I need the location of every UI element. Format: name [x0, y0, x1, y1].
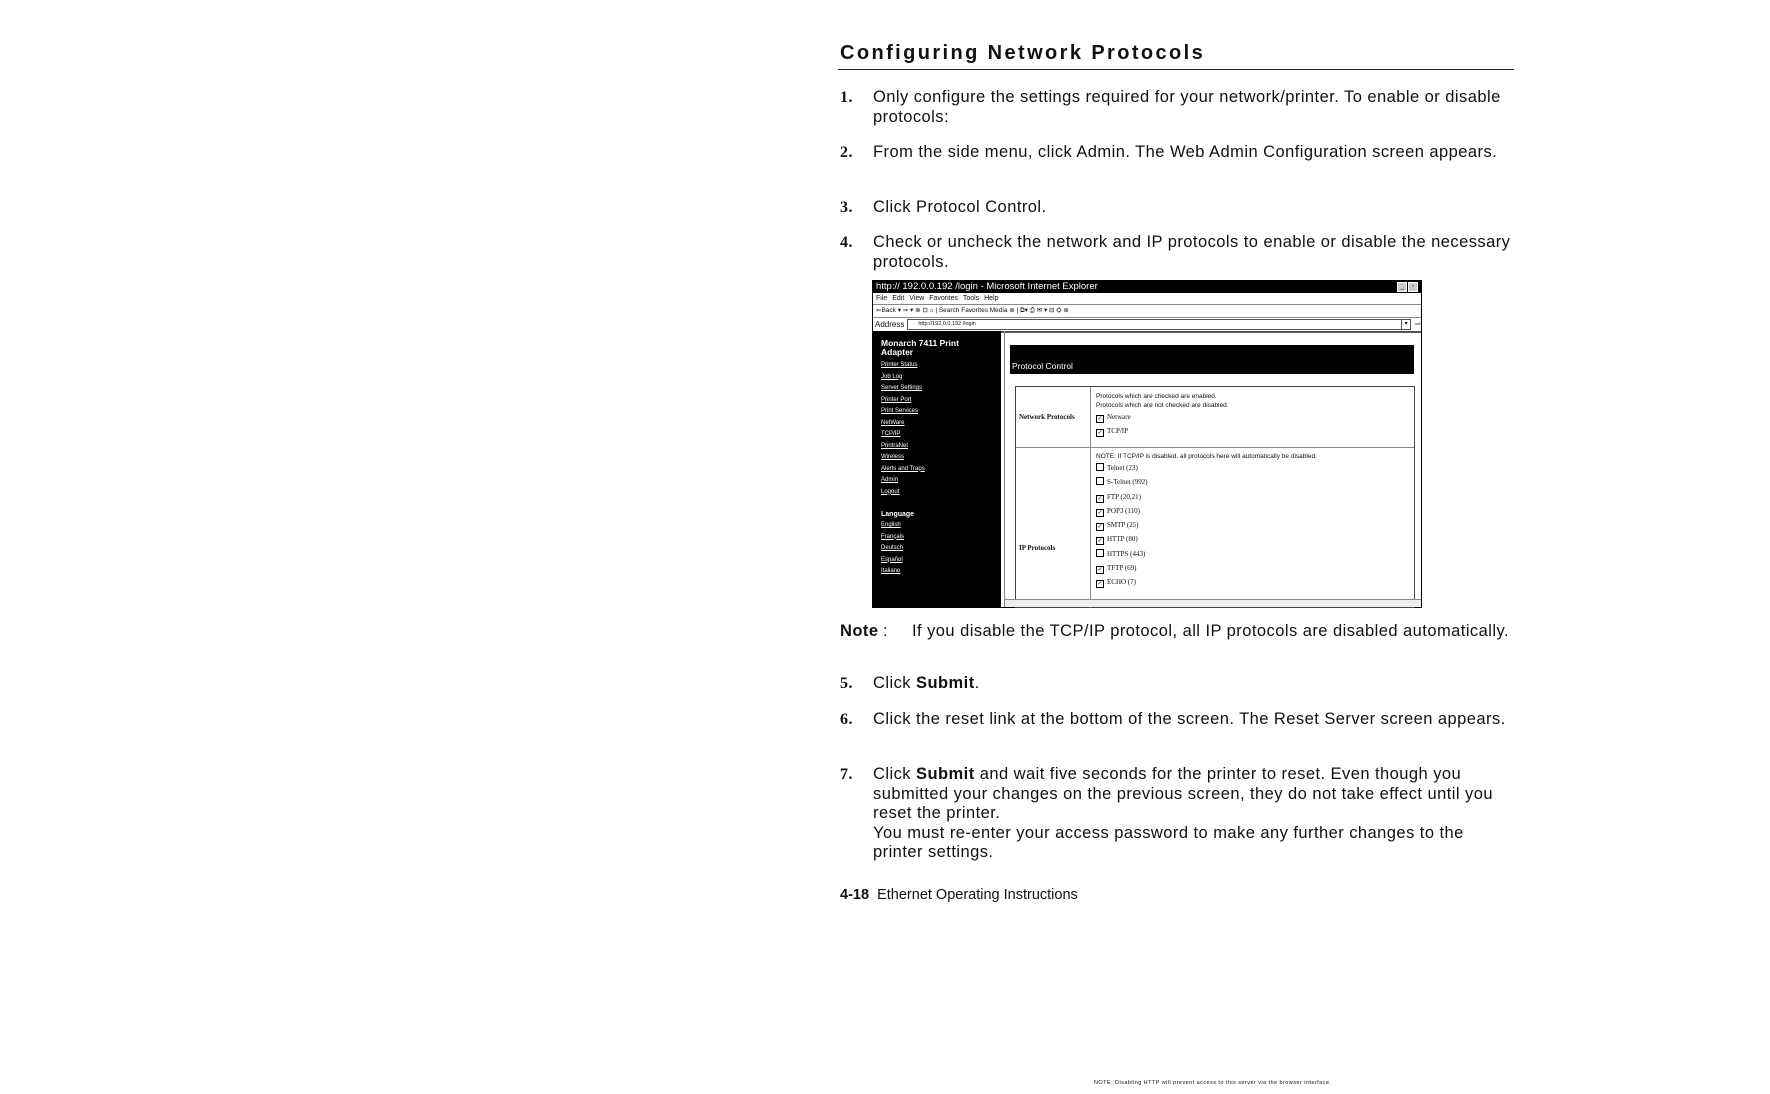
tcpip-checkbox[interactable]	[1096, 424, 1414, 438]
page-title: Configuring Network Protocols	[840, 42, 1206, 64]
http-note: NOTE: Disabling HTTP will prevent access to this server via the browser interface.	[1094, 1080, 1332, 1086]
step-text: Only configure the settings required for your network/printer. To enable or disable protocols:	[873, 88, 1501, 126]
sidebar-link-alerts[interactable]: Alerts and Traps	[881, 465, 925, 472]
window-controls	[1397, 282, 1418, 292]
step-number: 1.	[840, 89, 853, 106]
window-titlebar	[873, 281, 1421, 293]
checkbox-checked-icon: ✓	[1097, 581, 1103, 588]
checkbox-checked-icon: ✓	[1097, 495, 1103, 502]
echo-checkbox[interactable]	[1096, 575, 1414, 589]
checkbox-checked-icon: ✓	[1097, 416, 1103, 422]
network-protocols-label: Network Protocols	[1016, 387, 1091, 447]
sidebar-link-logout[interactable]: Logout	[881, 488, 900, 495]
ftp-checkbox[interactable]	[1096, 490, 1414, 504]
step-number: 4.	[840, 234, 853, 251]
checkbox-checked-icon: ✓	[1097, 430, 1103, 437]
netware-checkbox[interactable]	[1096, 410, 1414, 424]
step-text: Click the reset link at the bottom of the screen. The Reset Server screen appears.	[873, 710, 1506, 728]
go-icon[interactable]: ⇨	[1415, 321, 1421, 328]
chevron-down-icon[interactable]: ▾	[1401, 320, 1410, 329]
sidebar-link-printer-status[interactable]: Printer Status	[881, 362, 918, 368]
manual-page	[838, 0, 1518, 1086]
stelnet-checkbox[interactable]	[1096, 475, 1414, 489]
panel-title: Protocol Control	[1012, 361, 1073, 371]
checkbox-label: SMTP (25)	[1107, 521, 1139, 530]
checkbox-label: S-Telnet (992)	[1107, 478, 1148, 487]
language-link-espanol[interactable]: Español	[881, 556, 903, 563]
step-text: Check or uncheck the network and IP protocols to enable or disable the necessary protocols.	[873, 233, 1511, 271]
checkbox-label: FTP (20,21)	[1107, 492, 1141, 501]
ip-protocols-label: IP Protocols	[1016, 448, 1091, 608]
step-4	[838, 233, 1514, 272]
sidebar-link-job-log[interactable]: Job Log	[881, 373, 903, 380]
checkbox-checked-icon: ✓	[1097, 538, 1103, 545]
step-text-extra: You must re-enter your access password to make any further changes to the printer settings.	[873, 823, 1464, 861]
tftp-checkbox[interactable]	[1096, 561, 1414, 575]
sidebar-link-server-settings[interactable]: Server Settings	[881, 385, 923, 391]
minimize-icon[interactable]: _	[1397, 282, 1407, 292]
maximize-icon[interactable]: ▫	[1408, 282, 1418, 292]
page-footer	[840, 887, 1078, 903]
checkbox-label: TCP/IP	[1107, 427, 1129, 436]
https-checkbox[interactable]	[1096, 547, 1414, 561]
sidebar-link-tcpip[interactable]: TCP/IP	[881, 431, 901, 437]
step-text: Click Protocol Control.	[873, 198, 1047, 216]
language-link-english[interactable]: English	[881, 522, 901, 528]
sidebar-link-netware[interactable]: NetWare	[881, 419, 905, 426]
step-text-pre: Click	[873, 674, 917, 692]
submit-term: Submit	[916, 674, 975, 692]
footer-title: Ethernet Operating Instructions	[877, 887, 1078, 903]
side-menu	[873, 331, 1001, 607]
step-3	[838, 198, 1514, 218]
step-text-post: and wait five seconds for the printer to reset. Even though you submitted your changes on the previous screen, they do not take effect until you reset the printer.	[873, 765, 1493, 822]
checkbox-unchecked-icon	[1096, 463, 1104, 471]
ip-note: NOTE: If TCP/IP is disabled, all protocols here will automatically be disabled.	[1096, 453, 1317, 460]
step-2	[838, 143, 1514, 163]
sidebar-link-printranet[interactable]: PrintraNet	[881, 442, 909, 449]
telnet-checkbox[interactable]	[1096, 461, 1414, 475]
note-label: Note	[840, 622, 879, 640]
checkbox-label: HTTP (80)	[1107, 535, 1138, 544]
address-value: http://192.0.0.192 /login	[918, 321, 976, 327]
checkbox-label: Telnet (23)	[1107, 464, 1138, 472]
note-block	[838, 622, 1514, 642]
submit-term: Submit	[916, 765, 975, 783]
browser-toolbar[interactable]: ⇐Back ▾ ⇒ ▾ ⊗ ⊡ ⌂ | Search Favorites Media ⊛ | ⧉▾ ⎙ ✉ ▾ ⊟ ⛭ ⊕	[873, 305, 1421, 318]
step-number: 2.	[840, 144, 853, 161]
language-heading: Language	[881, 511, 915, 518]
language-link-italiano[interactable]: Italiano	[881, 568, 901, 574]
checkbox-checked-icon: ✓	[1097, 509, 1103, 516]
network-desc-disabled: Protocols which are not checked are disabled.	[1096, 402, 1229, 409]
smtp-checkbox[interactable]	[1096, 518, 1414, 532]
sidebar-link-admin[interactable]: Admin	[881, 477, 899, 483]
sidebar-link-wireless[interactable]: Wireless	[881, 454, 905, 460]
step-text	[873, 674, 1514, 694]
checkbox-checked-icon: ✓	[1097, 524, 1103, 531]
step-text: From the side menu, click Admin. The Web Admin Configuration screen appears.	[873, 143, 1498, 161]
step-number: 7.	[840, 766, 853, 783]
network-desc-enabled: Protocols which are checked are enabled.	[1096, 393, 1217, 400]
title-rule	[838, 69, 1514, 70]
step-number: 5.	[840, 675, 853, 692]
checkbox-label: TFTP (69)	[1107, 564, 1137, 573]
checkbox-unchecked-icon	[1096, 477, 1104, 485]
note-text: If you disable the TCP/IP protocol, all IP protocols are disabled automatically.	[912, 622, 1509, 640]
language-link-francais[interactable]: Français	[881, 533, 905, 540]
pop3-checkbox[interactable]	[1096, 504, 1414, 518]
language-link-deutsch[interactable]: Deutsch	[881, 545, 904, 551]
address-input[interactable]	[907, 319, 1411, 330]
step-number: 6.	[840, 711, 853, 728]
step-5	[838, 674, 1514, 694]
step-1	[838, 88, 1514, 127]
network-protocols-cell	[1094, 392, 1414, 439]
address-label: Address	[875, 320, 905, 329]
checkbox-label: Netware	[1107, 413, 1131, 421]
checkbox-unchecked-icon	[1096, 549, 1104, 557]
browser-menubar[interactable]: File Edit View Favorites Tools Help	[873, 293, 1421, 305]
step-text-pre: Click	[873, 765, 917, 783]
panel-header	[1010, 345, 1414, 374]
step-6	[838, 710, 1514, 730]
note-colon: :	[883, 622, 889, 640]
horizontal-scrollbar[interactable]	[1005, 599, 1421, 607]
step-number: 3.	[840, 199, 853, 216]
window-title: http:// 192.0.0.192 /login - Microsoft Internet Explorer	[876, 281, 1098, 292]
sidebar-link-printer-port[interactable]: Printer Port	[881, 396, 912, 403]
page-number: 4-18	[840, 887, 870, 903]
sidebar-link-print-services[interactable]: Print Services	[881, 408, 919, 414]
step-text-post: .	[974, 674, 980, 692]
product-name: Monarch 7411 Print Adapter	[881, 338, 959, 357]
checkbox-label: ECHO (7)	[1107, 578, 1136, 587]
step-7	[838, 765, 1514, 863]
checkbox-checked-icon: ✓	[1097, 567, 1103, 574]
checkbox-label: HTTPS (443)	[1107, 549, 1146, 558]
step-text	[873, 765, 1514, 863]
checkbox-label: POP3 (110)	[1107, 506, 1140, 515]
